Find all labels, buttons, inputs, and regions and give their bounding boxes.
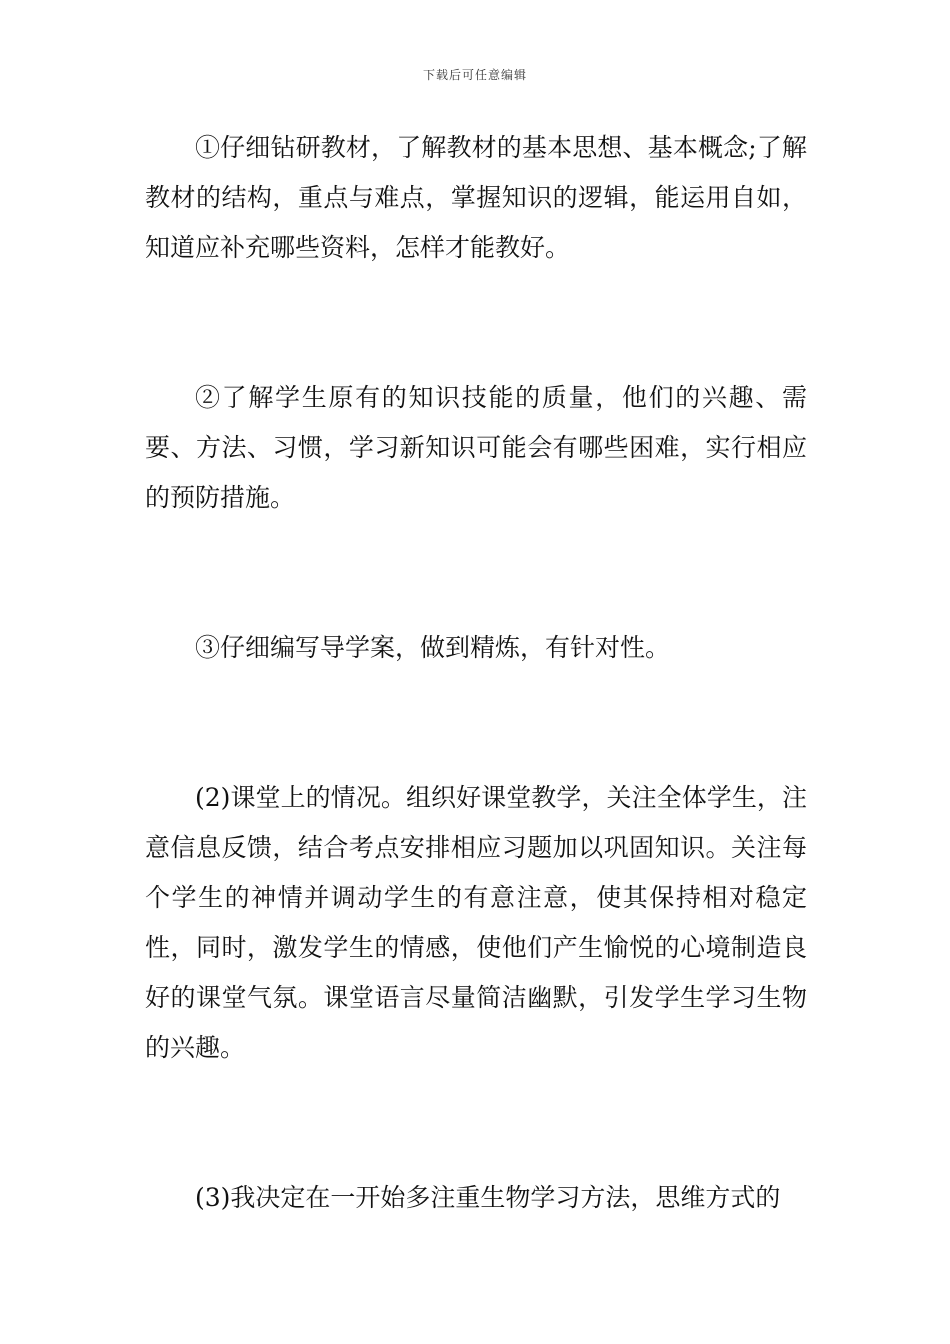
paragraph-learning-methods: (3)我决定在一开始多注重生物学习方法，思维方式的 — [195, 1183, 781, 1212]
page-header: 下载后可任意编辑 — [422, 68, 527, 82]
paragraph-classroom-situation: (2)课堂上的情况。组织好课堂教学，关注全体学生，注意信息反馈，结合考点安排相应习题加以巩固知识。关注每个学生的神情并调动学生的有意注意，使其保持相对稳定性，同时，激发学生的情感，使他们产生愉悦的心境制造良好的课堂气氛。课堂语言尽量简洁幽默，引发学生学习生物的兴趣。 — [145, 783, 807, 1062]
paragraph-study-guide: ③仔细编写导学案，做到精炼，有针对性。 — [195, 633, 671, 662]
paragraph-student-knowledge: ②了解学生原有的知识技能的质量，他们的兴趣、需要、方法、习惯，学习新知识可能会有哪些困难，实行相应的预防措施。 — [145, 383, 807, 512]
paragraph-textbook-study: ①仔细钻研教材，了解教材的基本思想、基本概念;了解教材的结构，重点与难点，掌握知识的逻辑，能运用自如，知道应补充哪些资料，怎样才能教好。 — [145, 133, 807, 262]
